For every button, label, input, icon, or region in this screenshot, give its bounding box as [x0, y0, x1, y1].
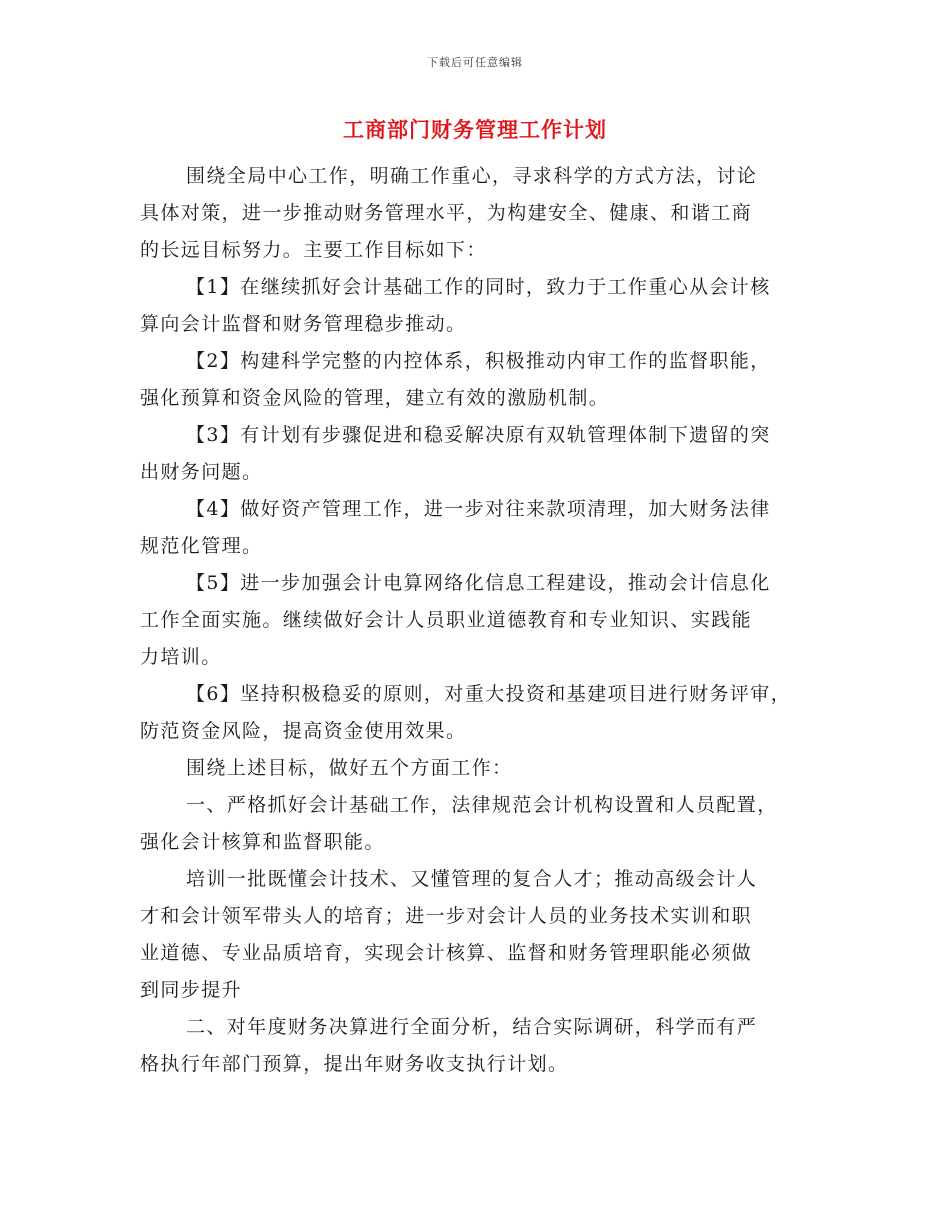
- text-line: 【6】坚持积极稳妥的原则，对重大投资和基建项目进行财务评审，: [186, 683, 792, 705]
- text-line: 【2】构建科学完整的内控体系，积极推动内审工作的监督职能，: [186, 350, 771, 372]
- text-line: 到同步提升: [140, 979, 243, 1001]
- text-line: 才和会计领军带头人的培育；进一步对会计人员的业务技术实训和职: [140, 905, 753, 927]
- text-line: 一、严格抓好会计基础工作，法律规范会计机构设置和人员配置，: [186, 794, 778, 816]
- text-line: 【4】做好资产管理工作，进一步对往来款项清理，加大财务法律: [186, 498, 771, 520]
- text-line: 二、对年度财务决算进行全面分析，结合实际调研，科学而有严: [186, 1016, 758, 1038]
- text-line: 力培训。: [140, 646, 222, 668]
- text-line: 的长远目标努力。主要工作目标如下：: [140, 239, 487, 261]
- text-line: 具体对策，进一步推动财务管理水平，为构建安全、健康、和谐工商: [140, 202, 753, 224]
- text-line: 工作全面实施。继续做好会计人员职业道德教育和专业知识、实践能: [140, 609, 753, 631]
- text-line: 围绕全局中心工作，明确工作重心，寻求科学的方式方法，讨论: [186, 165, 758, 187]
- text-line: 强化预算和资金风险的管理，建立有效的激励机制。: [140, 387, 610, 409]
- text-line: 算向会计监督和财务管理稳步推动。: [140, 313, 467, 335]
- text-line: 【5】进一步加强会计电算网络化信息工程建设，推动会计信息化: [186, 572, 771, 594]
- header-note: 下载后可任意编辑: [427, 56, 523, 69]
- text-line: 出财务问题。: [140, 461, 263, 483]
- text-line: 防范资金风险，提高资金使用效果。: [140, 720, 467, 742]
- text-line: 【3】有计划有步骤促进和稳妥解决原有双轨管理体制下遗留的突: [186, 424, 771, 446]
- text-line: 培训一批既懂会计技术、又懂管理的复合人才；推动高级会计人: [186, 868, 758, 890]
- text-line: 格执行年部门预算，提出年财务收支执行计划。: [140, 1053, 569, 1075]
- text-line: 围绕上述目标，做好五个方面工作：: [186, 757, 513, 779]
- text-line: 【1】在继续抓好会计基础工作的同时，致力于工作重心从会计核: [186, 276, 771, 298]
- document-title: 工商部门财务管理工作计划: [343, 117, 607, 142]
- text-line: 规范化管理。: [140, 535, 263, 557]
- text-line: 业道德、专业品质培育，实现会计核算、监督和财务管理职能必须做: [140, 942, 753, 964]
- text-line: 强化会计核算和监督职能。: [140, 831, 385, 853]
- document-body: [140, 158, 812, 1083]
